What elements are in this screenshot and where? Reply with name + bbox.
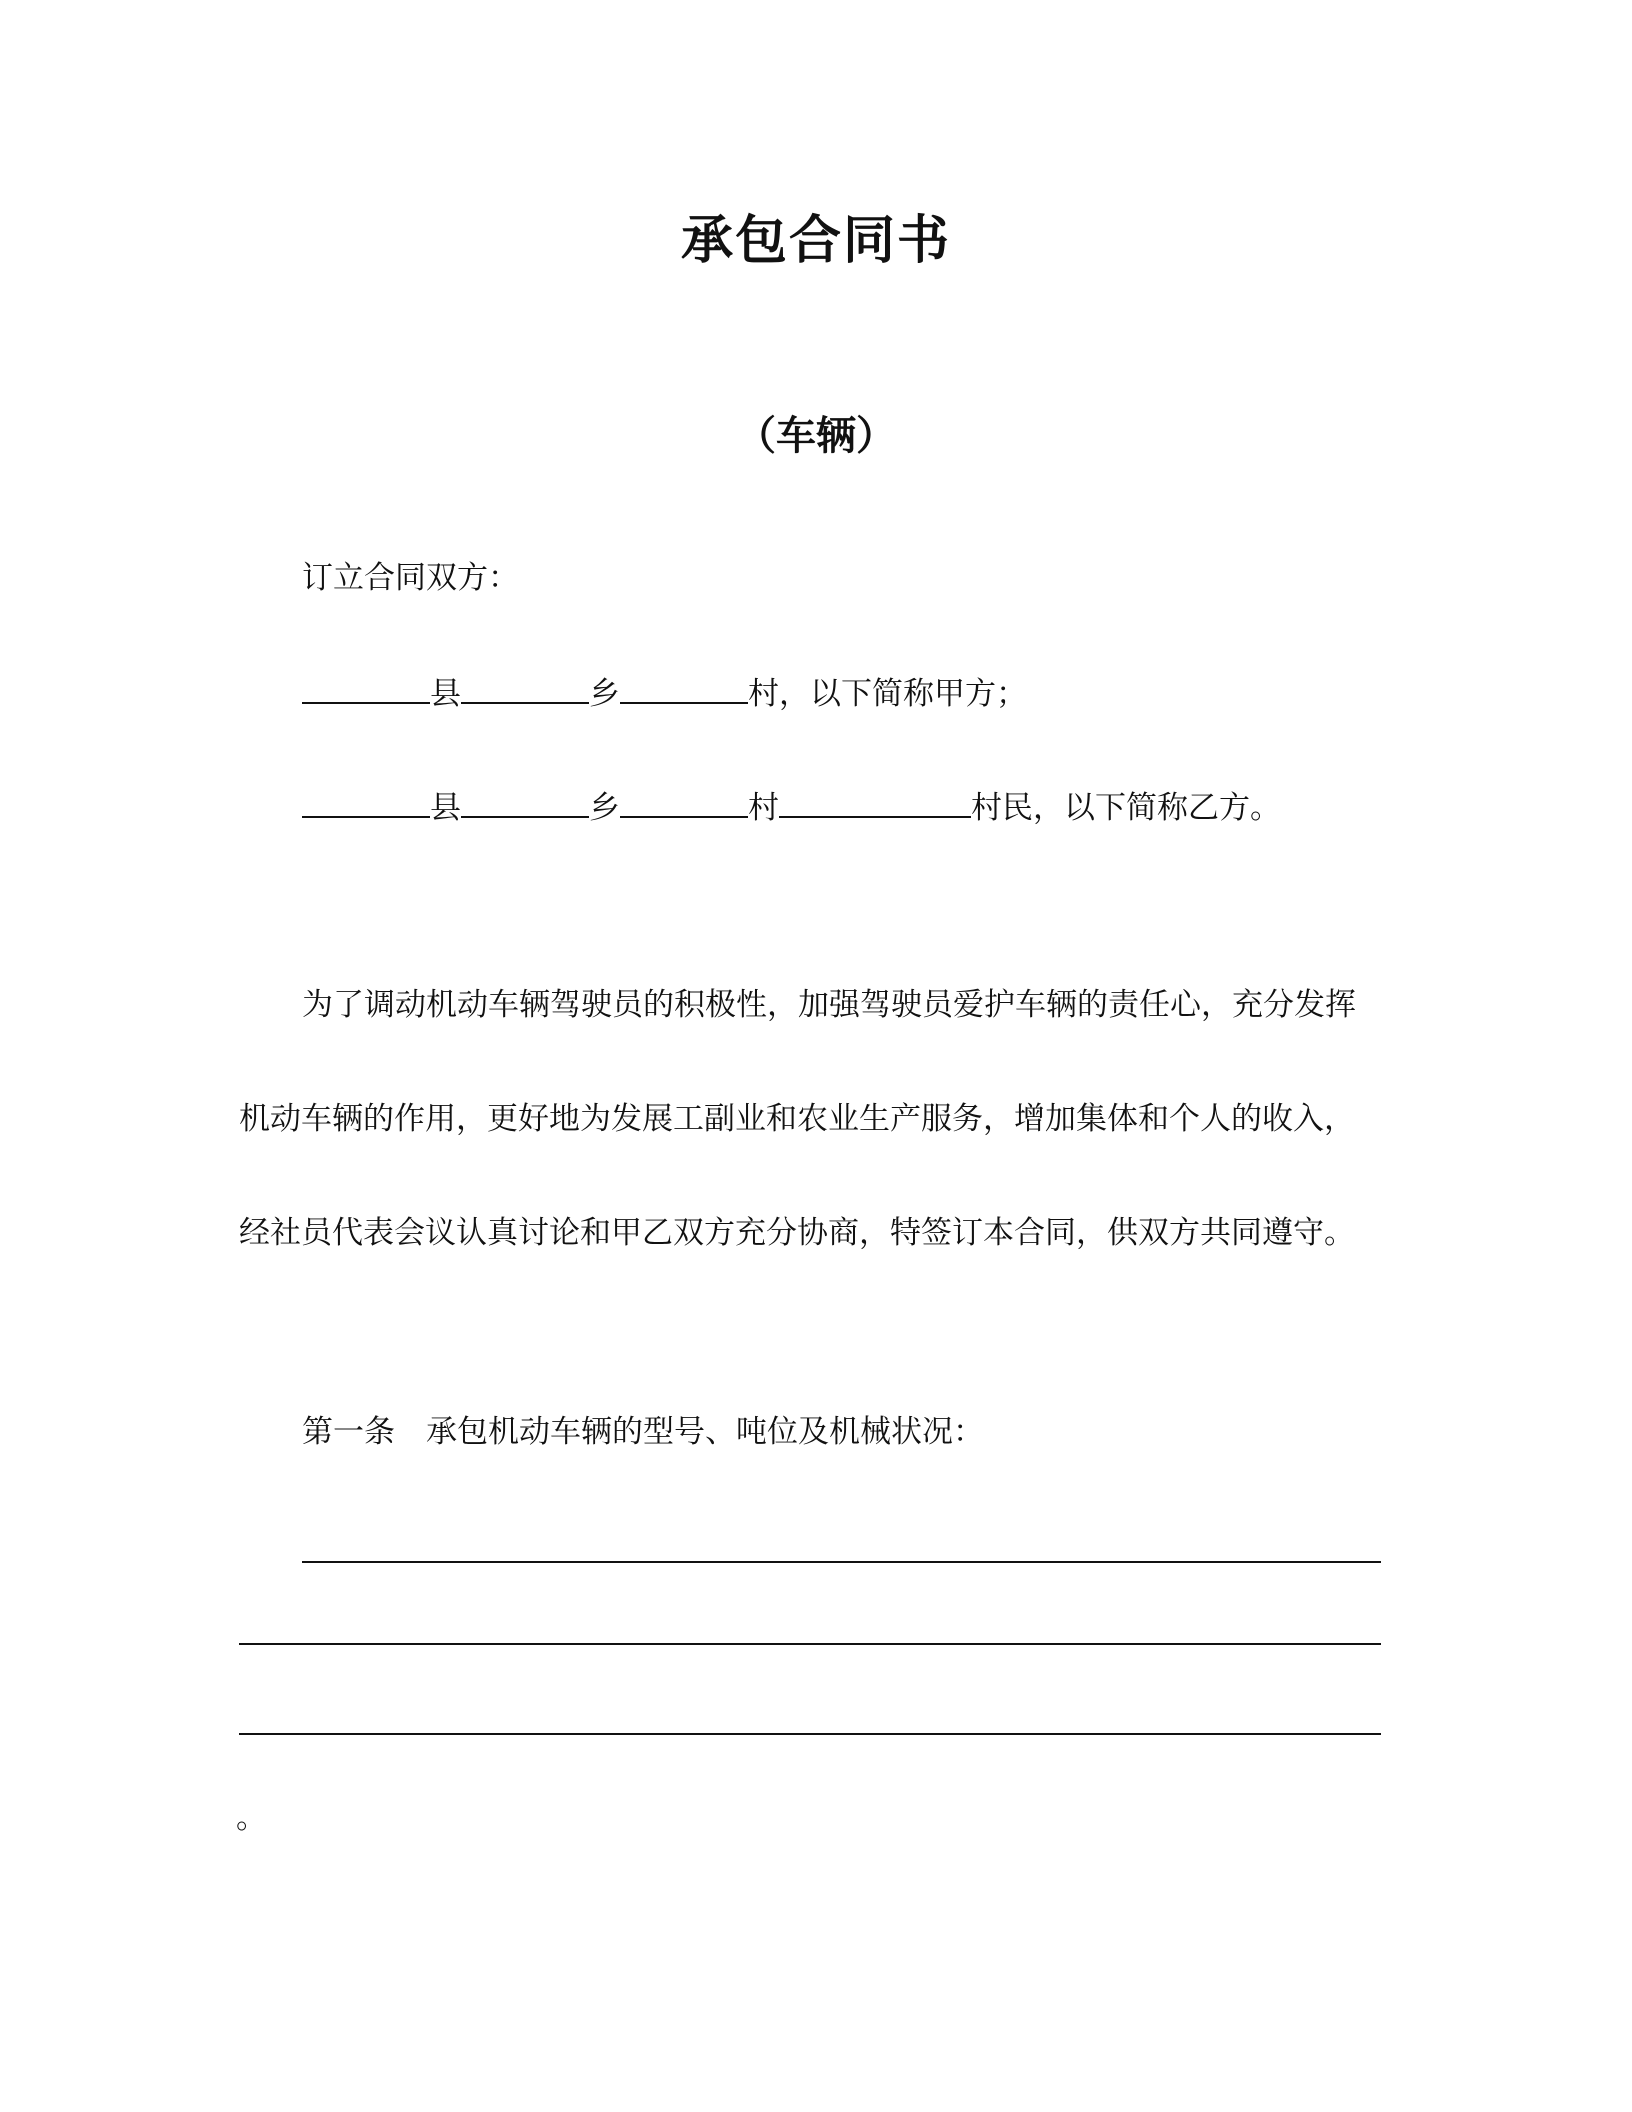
county-blank[interactable] <box>302 786 430 818</box>
villager-name-blank[interactable] <box>779 786 971 818</box>
closing-period: 。 <box>236 1800 267 1836</box>
parties-intro: 订立合同双方： <box>302 560 519 596</box>
answer-line-2[interactable] <box>239 1643 1381 1645</box>
party-a-line <box>302 672 1027 714</box>
village-blank[interactable] <box>620 672 748 704</box>
village-label: 村 <box>748 790 779 826</box>
document-title: 承包合同书 <box>680 211 951 271</box>
answer-line-3[interactable] <box>239 1733 1381 1735</box>
preamble-line-1: 为了调动机动车辆驾驶员的积极性，加强驾驶员爱护车辆的责任心，充分发挥 <box>302 987 1356 1023</box>
village-blank[interactable] <box>620 786 748 818</box>
county-blank[interactable] <box>302 672 430 704</box>
preamble-line-2: 机动车辆的作用，更好地为发展工副业和农业生产服务，增加集体和个人的收入， <box>239 1101 1355 1137</box>
township-blank[interactable] <box>461 786 589 818</box>
party-a-suffix: 村，以下简称甲方； <box>748 676 1027 712</box>
township-blank[interactable] <box>461 672 589 704</box>
county-label: 县 <box>430 676 461 712</box>
answer-line-1[interactable] <box>302 1561 1381 1563</box>
township-label: 乡 <box>589 676 620 712</box>
document-subtitle: （车辆） <box>736 413 896 459</box>
township-label: 乡 <box>589 790 620 826</box>
county-label: 县 <box>430 790 461 826</box>
preamble-line-3: 经社员代表会议认真讨论和甲乙双方充分协商，特签订本合同，供双方共同遵守。 <box>239 1215 1355 1251</box>
article-1-heading: 第一条 承包机动车辆的型号、吨位及机械状况： <box>302 1414 984 1450</box>
party-b-line <box>302 786 1281 828</box>
party-b-suffix: 村民，以下简称乙方。 <box>971 790 1281 826</box>
